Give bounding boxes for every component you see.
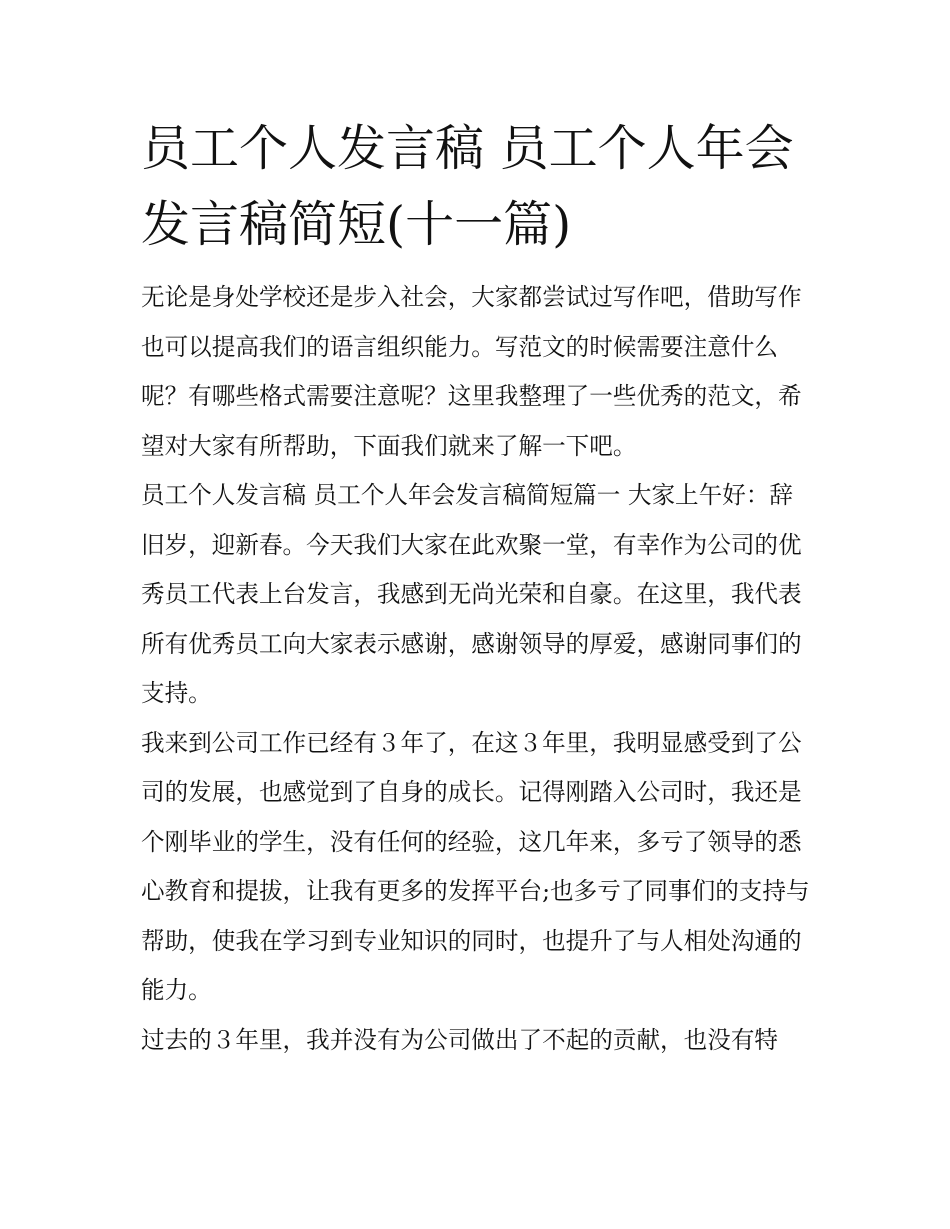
paragraph-speech-opening: 员工个人发言稿 员工个人年会发言稿简短篇一 大家上午好：辞旧岁，迎新春。今天我们大家在此欢聚一堂，有幸作为公司的优秀员工代表上台发言，我感到无尚光荣和自豪。在这里，我代表所有优秀员工向大家表示感谢，感谢领导的厚爱，感谢同事们的支持。 (141, 481, 802, 707)
title-line-2: 发言稿简短(十一篇) (141, 196, 572, 253)
paragraph-past-contributions: 过去的３年里，我并没有为公司做出了不起的贡献，也没有特 (141, 1025, 779, 1054)
document-title (141, 111, 813, 263)
paragraph-three-years: 我来到公司工作已经有３年了，在这３年里，我明显感受到了公司的发展，也感觉到了自身的成长。记得刚踏入公司时，我还是个刚毕业的学生，没有任何的经验，这几年来，多亏了领导的悉心教育和提拔，让我有更多的发挥平台;也多亏了同事们的支持与帮助，使我在学习到专业知识的同时，也提升了与人相处沟通的能力。 (141, 728, 810, 1004)
document-page (141, 111, 813, 1065)
paragraph-intro: 无论是身处学校还是步入社会，大家都尝试过写作吧，借助写作也可以提高我们的语言组织能力。写范文的时候需要注意什么呢？有哪些格式需要注意呢？这里我整理了一些优秀的范文，希望对大家有所帮助，下面我们就来了解一下吧。 (141, 283, 802, 460)
document-body (141, 273, 813, 1065)
title-line-1: 员工个人发言稿 员工个人年会 (141, 120, 794, 177)
